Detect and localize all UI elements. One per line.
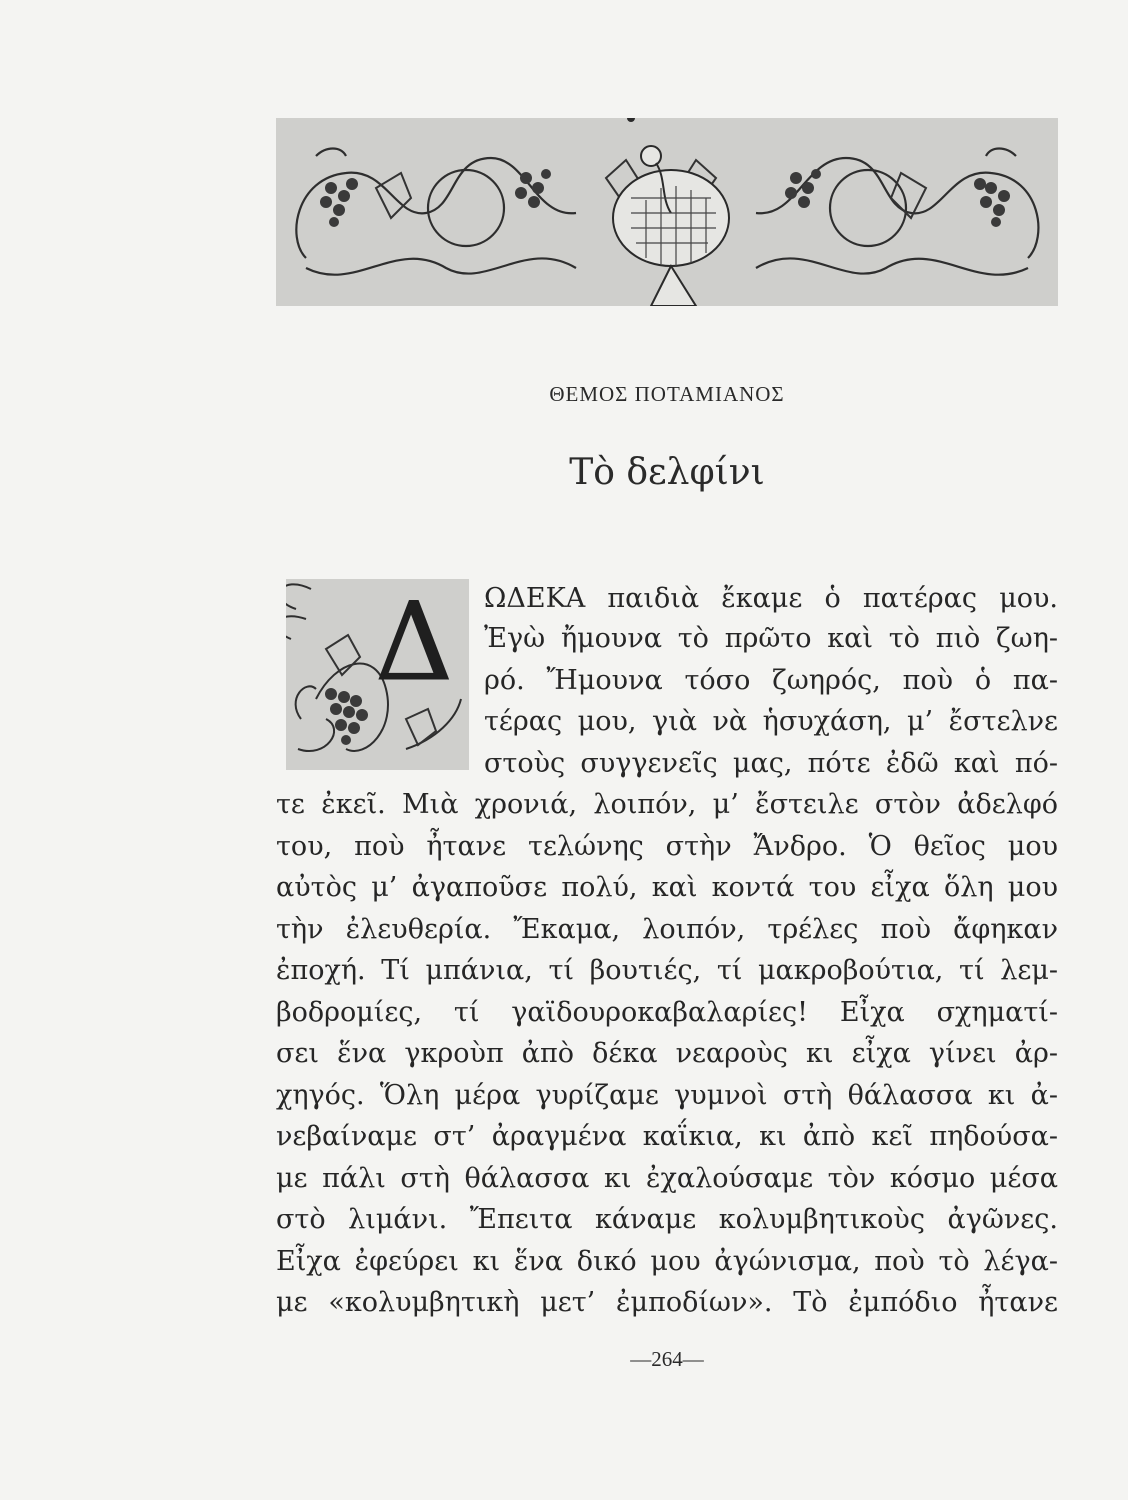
grape-vine-drop-cap-icon — [286, 579, 469, 770]
body-line: με πάλι στὴ θάλασσα κι ἐχαλούσαμε τὸν κόσμο μέσα — [276, 1163, 1058, 1194]
body-line: με «κολυμβητικὴ μετ’ ἐμποδίων». Τὸ ἐμπόδιο ἦτανε — [276, 1287, 1058, 1318]
body-line: του, ποὺ ἦτανε τελώνης στὴν Ἄνδρο. Ὁ θεῖος μου — [276, 831, 1058, 862]
page-number: —264— — [630, 1347, 704, 1371]
body-line: σει ἕνα γκροὺπ ἀπὸ δέκα νεαροὺς κι εἶχα γίνει ἀρ- — [276, 1038, 1058, 1069]
drop-cap-letter: Δ — [375, 580, 453, 705]
body-line: τε ἐκεῖ. Μιὰ χρονιά, λοιπόν, μ’ ἔστειλε στὸν ἀδελφό — [276, 789, 1058, 820]
body-line: στοὺς συγγενεῖς μας, πότε ἐδῶ καὶ πό- — [484, 748, 1058, 779]
body-line: ἐποχή. Τί μπάνια, τί βουτιές, τί μακροβούτια, τί λεμ- — [276, 955, 1058, 986]
header-ornament — [276, 118, 1058, 306]
body-line: ΩΔΕΚΑ παιδιὰ ἔκαμε ὁ πατέρας μου. — [484, 583, 1058, 614]
body-line: τὴν ἐλευθερία. Ἔκαμα, λοιπόν, τρέλες ποὺ ἄφηκαν — [276, 914, 1058, 945]
body-line: Εἶχα ἐφεύρει κι ἕνα δικό μου ἀγώνισμα, ποὺ τὸ λέγα- — [276, 1246, 1058, 1277]
body-line: τέρας μου, γιὰ νὰ ἡσυχάση, μ’ ἔστελνε — [484, 706, 1058, 737]
body-line: αὐτὸς μ’ ἀγαποῦσε πολύ, καὶ κοντά του εἶχα ὅλη μου — [276, 872, 1058, 903]
author-name: ΘΕΜΟΣ ΠΟΤΑΜΙΑΝΟΣ — [549, 382, 785, 406]
peacock-vine-ornament-icon — [276, 118, 1058, 306]
body-line: στὸ λιμάνι. Ἔπειτα κάναμε κολυμβητικοὺς ἀγῶνες. — [276, 1204, 1058, 1235]
decorated-initial — [286, 579, 469, 770]
body-line: Ἐγὼ ἤμουνα τὸ πρῶτο καὶ τὸ πιὸ ζωη- — [484, 623, 1058, 654]
body-line: βοδρομίες, τί γαϊδουροκαβαλαρίες! Εἶχα σχηματί- — [276, 997, 1058, 1028]
body-line: χηγός. Ὅλη μέρα γυρίζαμε γυμνοὶ στὴ θάλασσα κι ἀ- — [276, 1080, 1058, 1111]
body-line: ρό. Ἤμουνα τόσο ζωηρός, ποὺ ὁ πα- — [484, 665, 1058, 696]
chapter-title: Τὸ δελφίνι — [569, 452, 765, 493]
body-line: νεβαίναμε στ’ ἀραγμένα καΐκια, κι ἀπὸ κεῖ πηδούσα- — [276, 1121, 1058, 1152]
